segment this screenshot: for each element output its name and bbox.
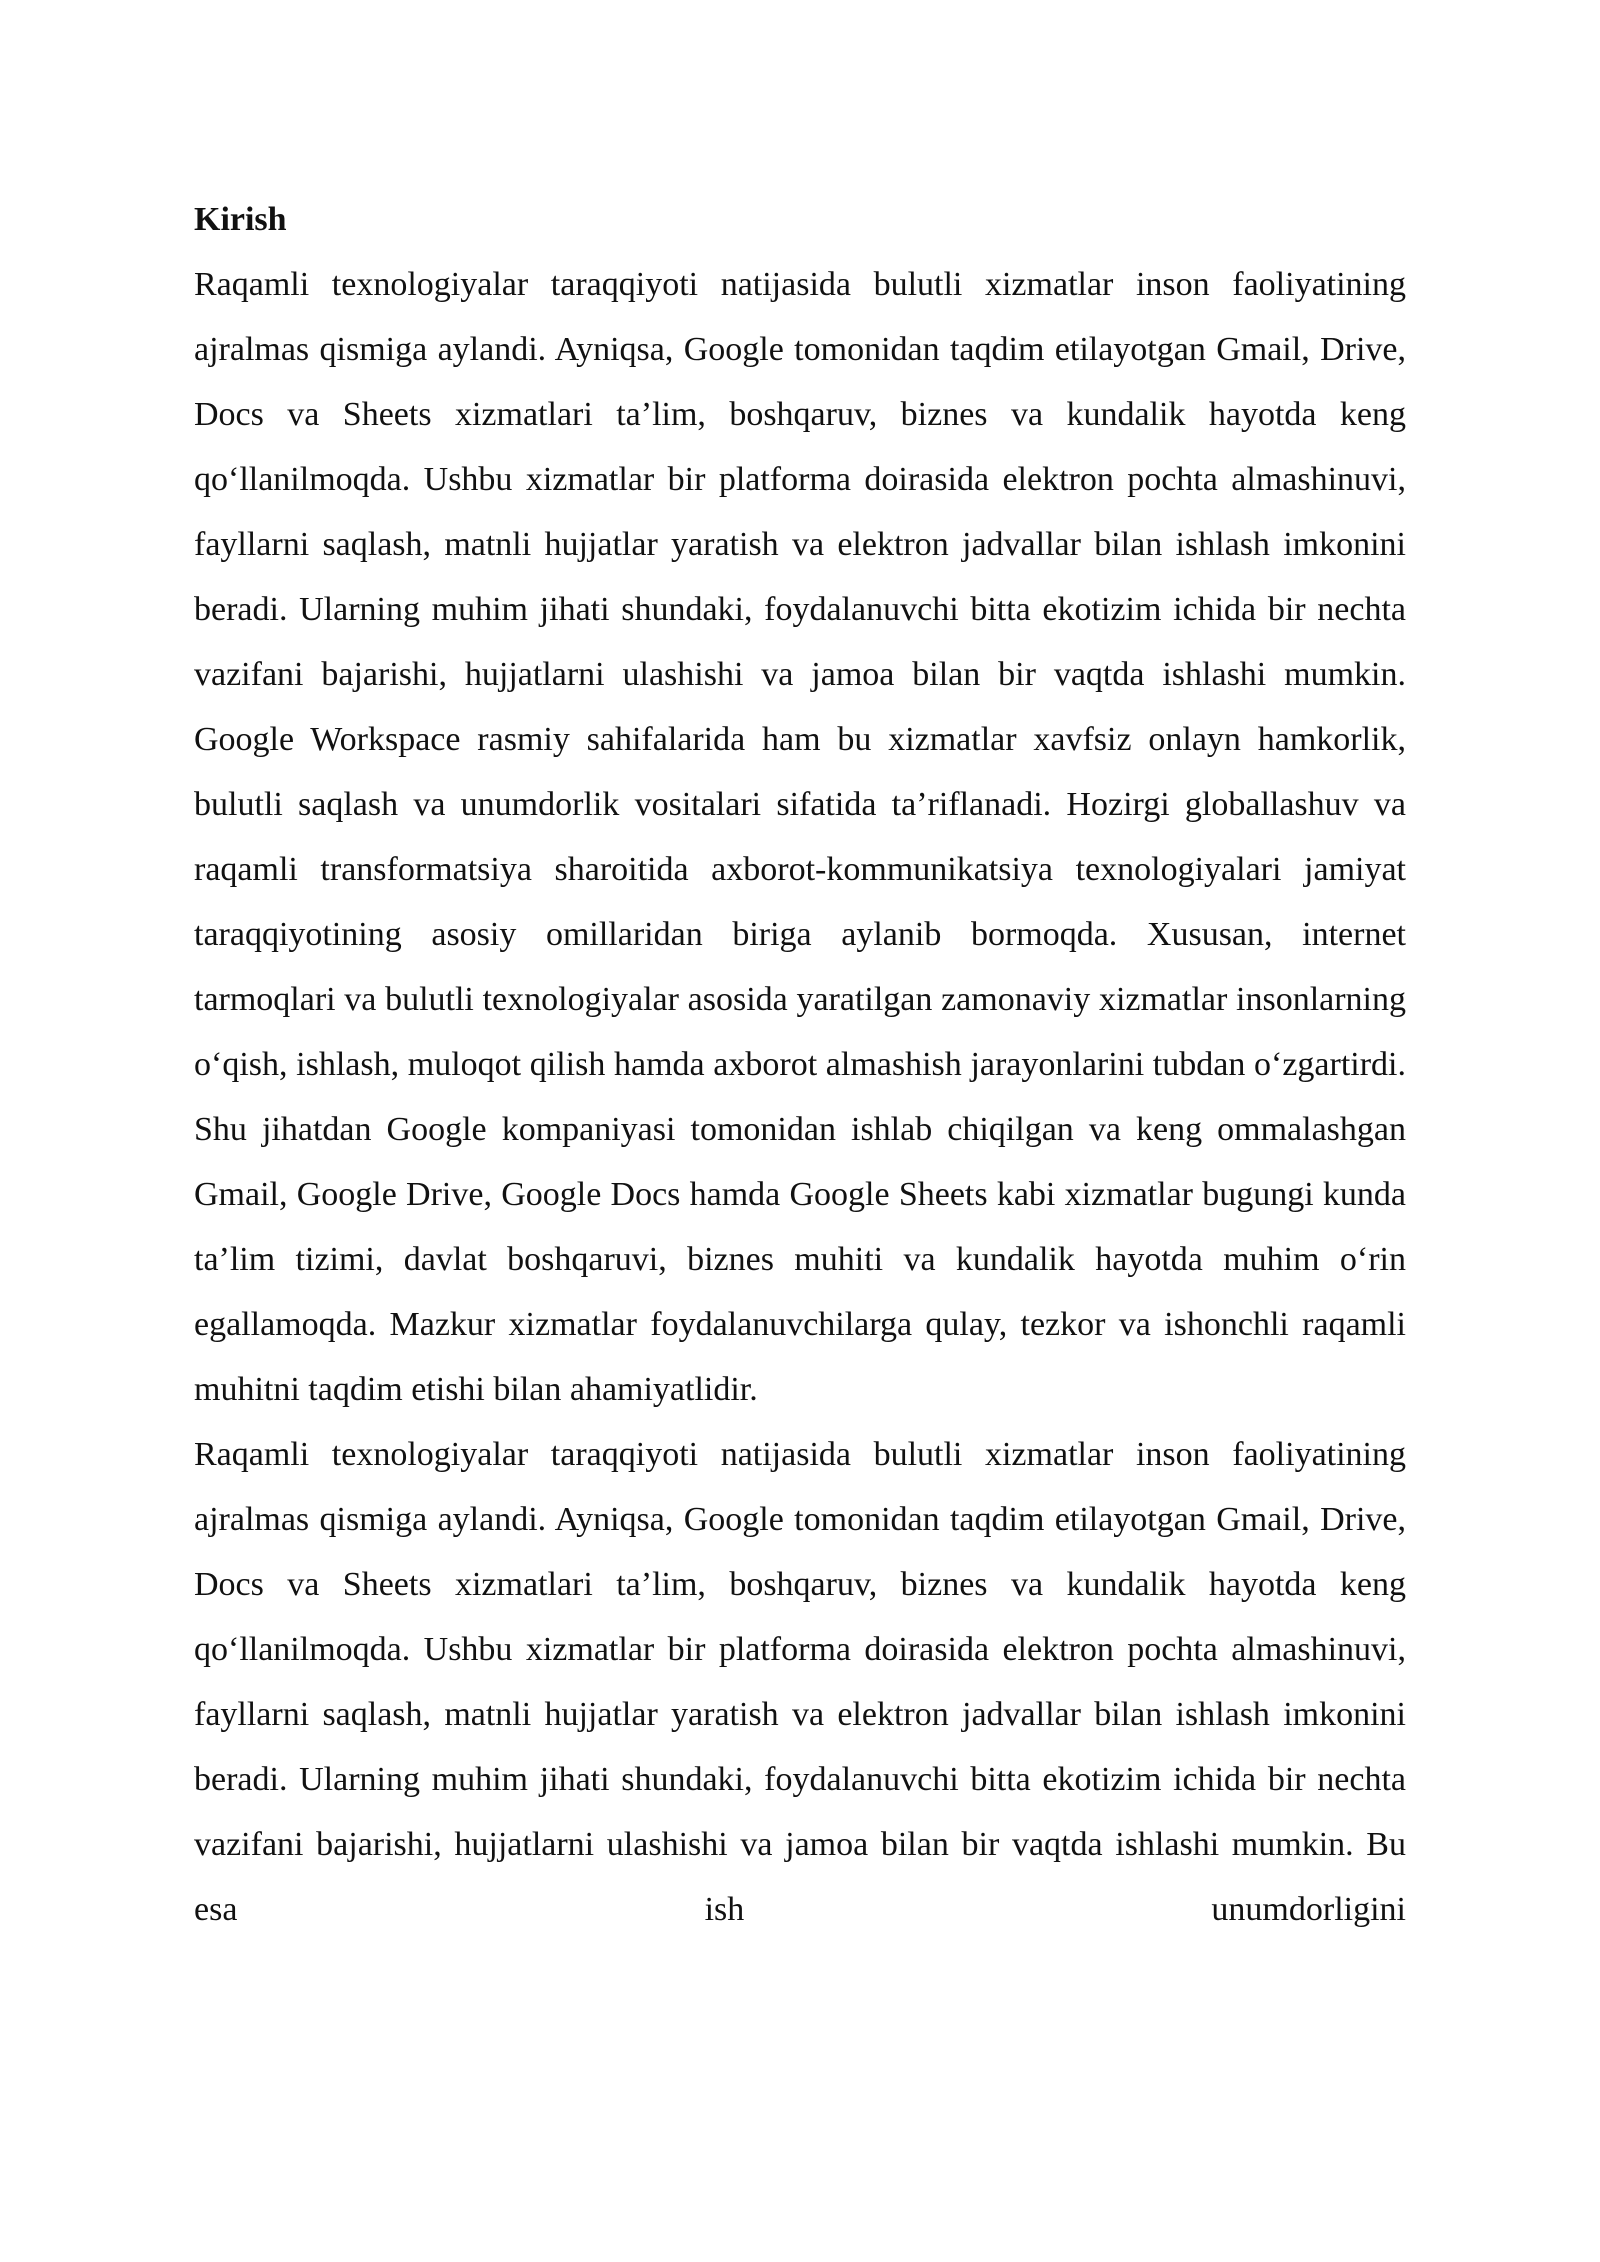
document-body [194,187,1406,1942]
section-heading: Kirish [194,201,287,238]
body-paragraph-1: Raqamli texnologiyalar taraqqiyoti natijasida bulutli xizmatlar inson faoliyatining ajralmas qismiga aylandi. Ayniqsa, Google tomonidan taqdim etilayotgan Gmail, Drive, Docs va Sheets xizmatlari ta’lim, boshqaruv, biznes va kundalik hayotda keng qo‘llanilmoqda. Ushbu xizmatlar bir platforma doirasida elektron pochta almashinuvi, fayllarni saqlash, matnli hujjatlar yaratish va elektron jadvallar bilan ishlash imkonini beradi. Ularning muhim jihati shundaki, foydalanuvchi bitta ekotizim ichida bir nechta vazifani bajarishi, hujjatlarni ulashishi va jamoa bilan bir vaqtda ishlashi mumkin. Google Workspace rasmiy sahifalarida ham bu xizmatlar xavfsiz onlayn hamkorlik, bulutli saqlash va unumdorlik vositalari sifatida ta’riflanadi. Hozirgi globallashuv va raqamli transformatsiya sharoitida axborot-kommunikatsiya texnologiyalari jamiyat taraqqiyotining asosiy omillaridan biriga aylanib bormoqda. Xususan, internet tarmoqlari va bulutli texnologiyalar asosida yaratilgan zamonaviy xizmatlar insonlarning o‘qish, ishlash, muloqot qilish hamda axborot almashish jarayonlarini tubdan o‘zgartirdi. Shu jihatdan Google kompaniyasi tomonidan ishlab chiqilgan va keng ommalashgan Gmail, Google Drive, Google Docs hamda Google Sheets kabi xizmatlar bugungi kunda ta’lim tizimi, davlat boshqaruvi, biznes muhiti va kundalik hayotda muhim o‘rin egallamoqda. Mazkur xizmatlar foydalanuvchilarga qulay, tezkor va ishonchli raqamli muhitni taqdim etishi bilan ahamiyatlidir. [194,266,1406,1408]
body-paragraph-2: Raqamli texnologiyalar taraqqiyoti natijasida bulutli xizmatlar inson faoliyatining ajralmas qismiga aylandi. Ayniqsa, Google tomonidan taqdim etilayotgan Gmail, Drive, Docs va Sheets xizmatlari ta’lim, boshqaruv, biznes va kundalik hayotda keng qo‘llanilmoqda. Ushbu xizmatlar bir platforma doirasida elektron pochta almashinuvi, fayllarni saqlash, matnli hujjatlar yaratish va elektron jadvallar bilan ishlash imkonini beradi. Ularning muhim jihati shundaki, foydalanuvchi bitta ekotizim ichida bir nechta vazifani bajarishi, hujjatlarni ulashishi va jamoa bilan bir vaqtda ishlashi mumkin. Bu esa ish unumdorligini [194,1436,1406,1928]
